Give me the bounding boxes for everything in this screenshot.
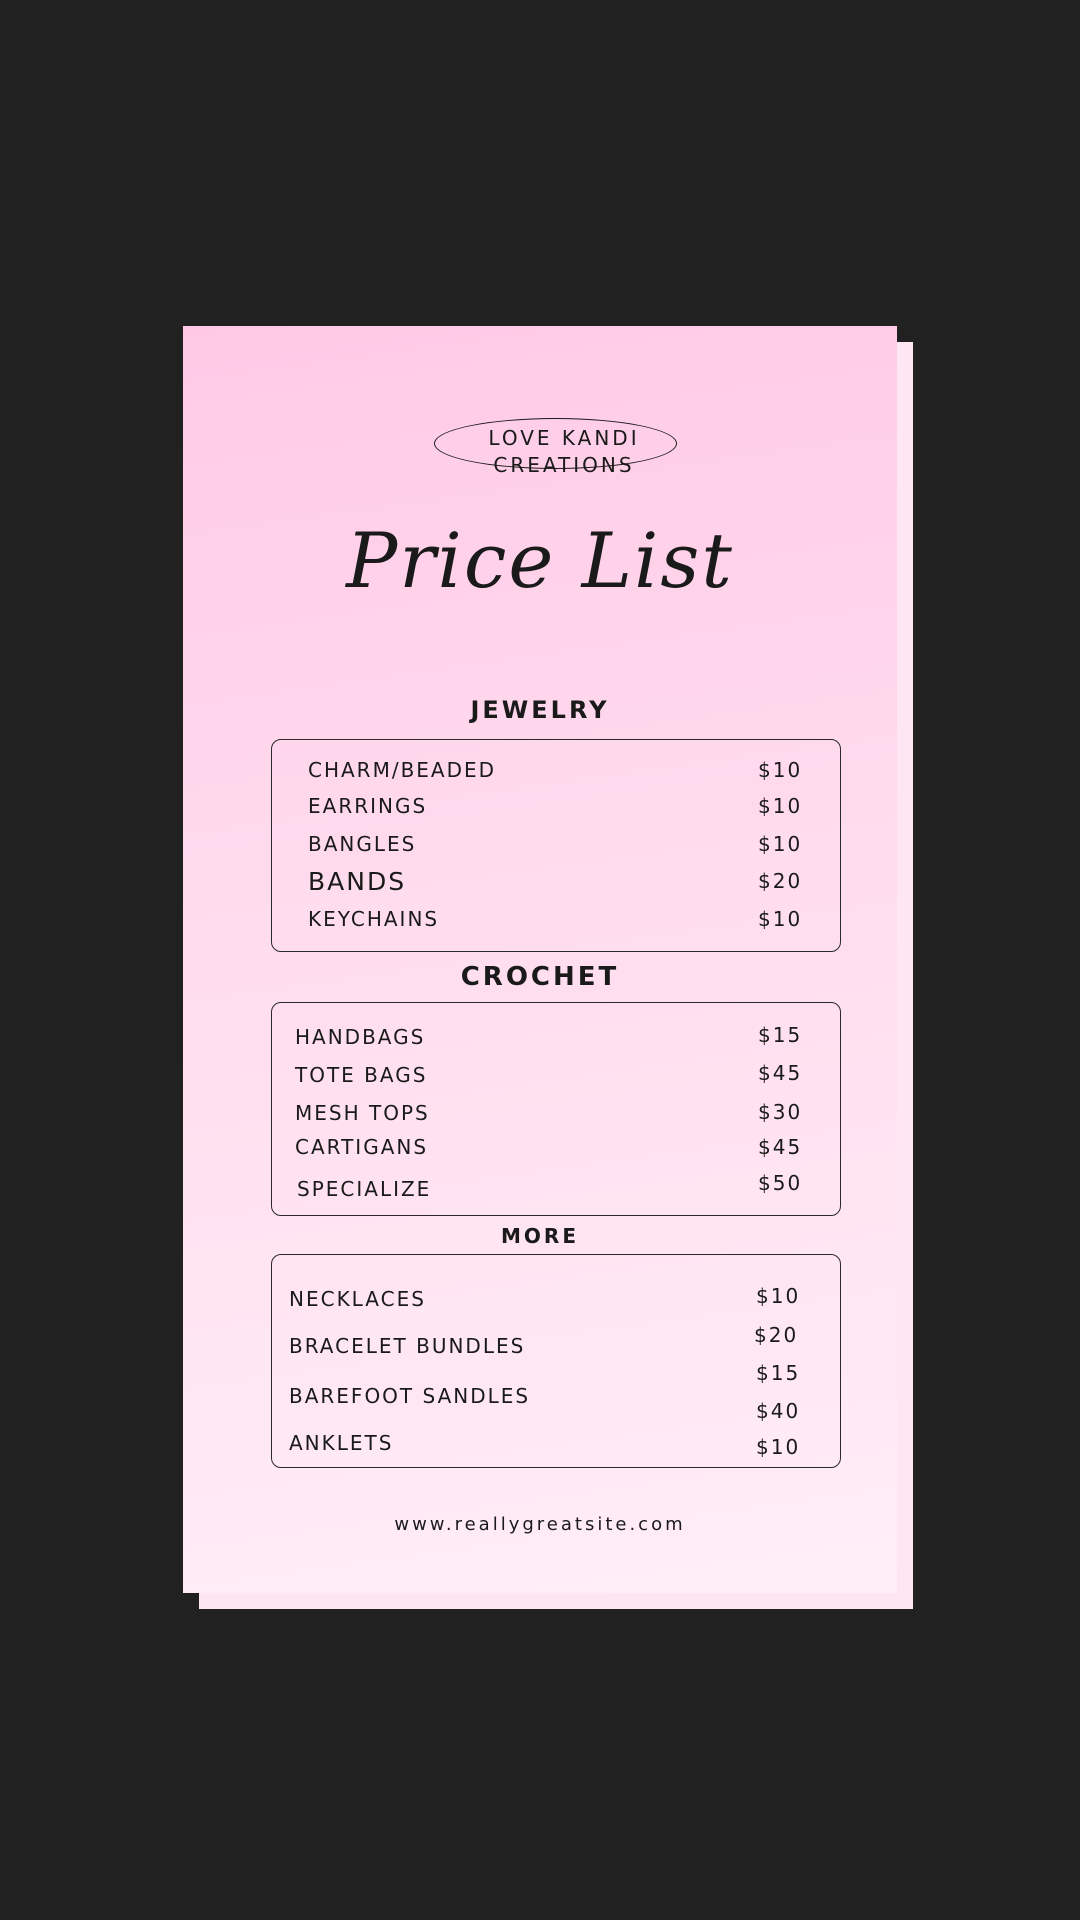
list-item-name: TOTE BAGS xyxy=(295,1063,428,1087)
section-heading-crochet: CROCHET xyxy=(460,962,620,992)
crochet-price-box xyxy=(271,1002,841,1216)
more-price-box xyxy=(271,1254,841,1468)
list-item-name: SPECIALIZE xyxy=(297,1177,432,1201)
page-title: Price List xyxy=(346,516,734,605)
list-item-name: KEYCHAINS xyxy=(308,907,440,931)
brand-name-line-2: CREATIONS xyxy=(493,453,635,477)
website-url: www.reallygreatsite.com xyxy=(394,1514,686,1535)
list-item-name: ANKLETS xyxy=(289,1431,394,1455)
list-item-price: $20 xyxy=(754,1323,799,1347)
jewelry-price-box xyxy=(271,739,841,952)
list-item-name: EARRINGS xyxy=(308,794,428,818)
brand-name-line-1: LOVE KANDI xyxy=(488,426,640,450)
list-item-price: $50 xyxy=(758,1171,803,1195)
list-item-price: $10 xyxy=(756,1284,801,1308)
price-list-card xyxy=(183,326,897,1593)
list-item-price: $40 xyxy=(756,1399,801,1423)
list-item-name: BRACELET BUNDLES xyxy=(289,1334,526,1358)
list-item-name: CHARM/BEADED xyxy=(308,758,497,782)
list-item-name: CARTIGANS xyxy=(295,1135,429,1159)
brand-logo xyxy=(183,416,897,486)
list-item-price: $15 xyxy=(756,1361,801,1385)
list-item-price: $15 xyxy=(758,1023,803,1047)
list-item-price: $10 xyxy=(758,907,803,931)
list-item-price: $30 xyxy=(758,1100,803,1124)
list-item-price: $10 xyxy=(758,758,803,782)
list-item-name: BANGLES xyxy=(308,832,417,856)
list-item-price: $10 xyxy=(756,1435,801,1459)
section-heading-more: MORE xyxy=(501,1224,579,1248)
list-item-price: $45 xyxy=(758,1061,803,1085)
list-item-price: $10 xyxy=(758,832,803,856)
list-item-name: BANDS xyxy=(308,867,407,896)
section-heading-jewelry: JEWELRY xyxy=(470,696,610,724)
list-item-name: MESH TOPS xyxy=(295,1101,430,1125)
list-item-price: $45 xyxy=(758,1135,803,1159)
list-item-price: $20 xyxy=(758,869,803,893)
list-item-name: BAREFOOT SANDLES xyxy=(289,1384,531,1408)
list-item-name: HANDBAGS xyxy=(295,1025,426,1049)
list-item-price: $10 xyxy=(758,794,803,818)
list-item-name: NECKLACES xyxy=(289,1287,426,1311)
